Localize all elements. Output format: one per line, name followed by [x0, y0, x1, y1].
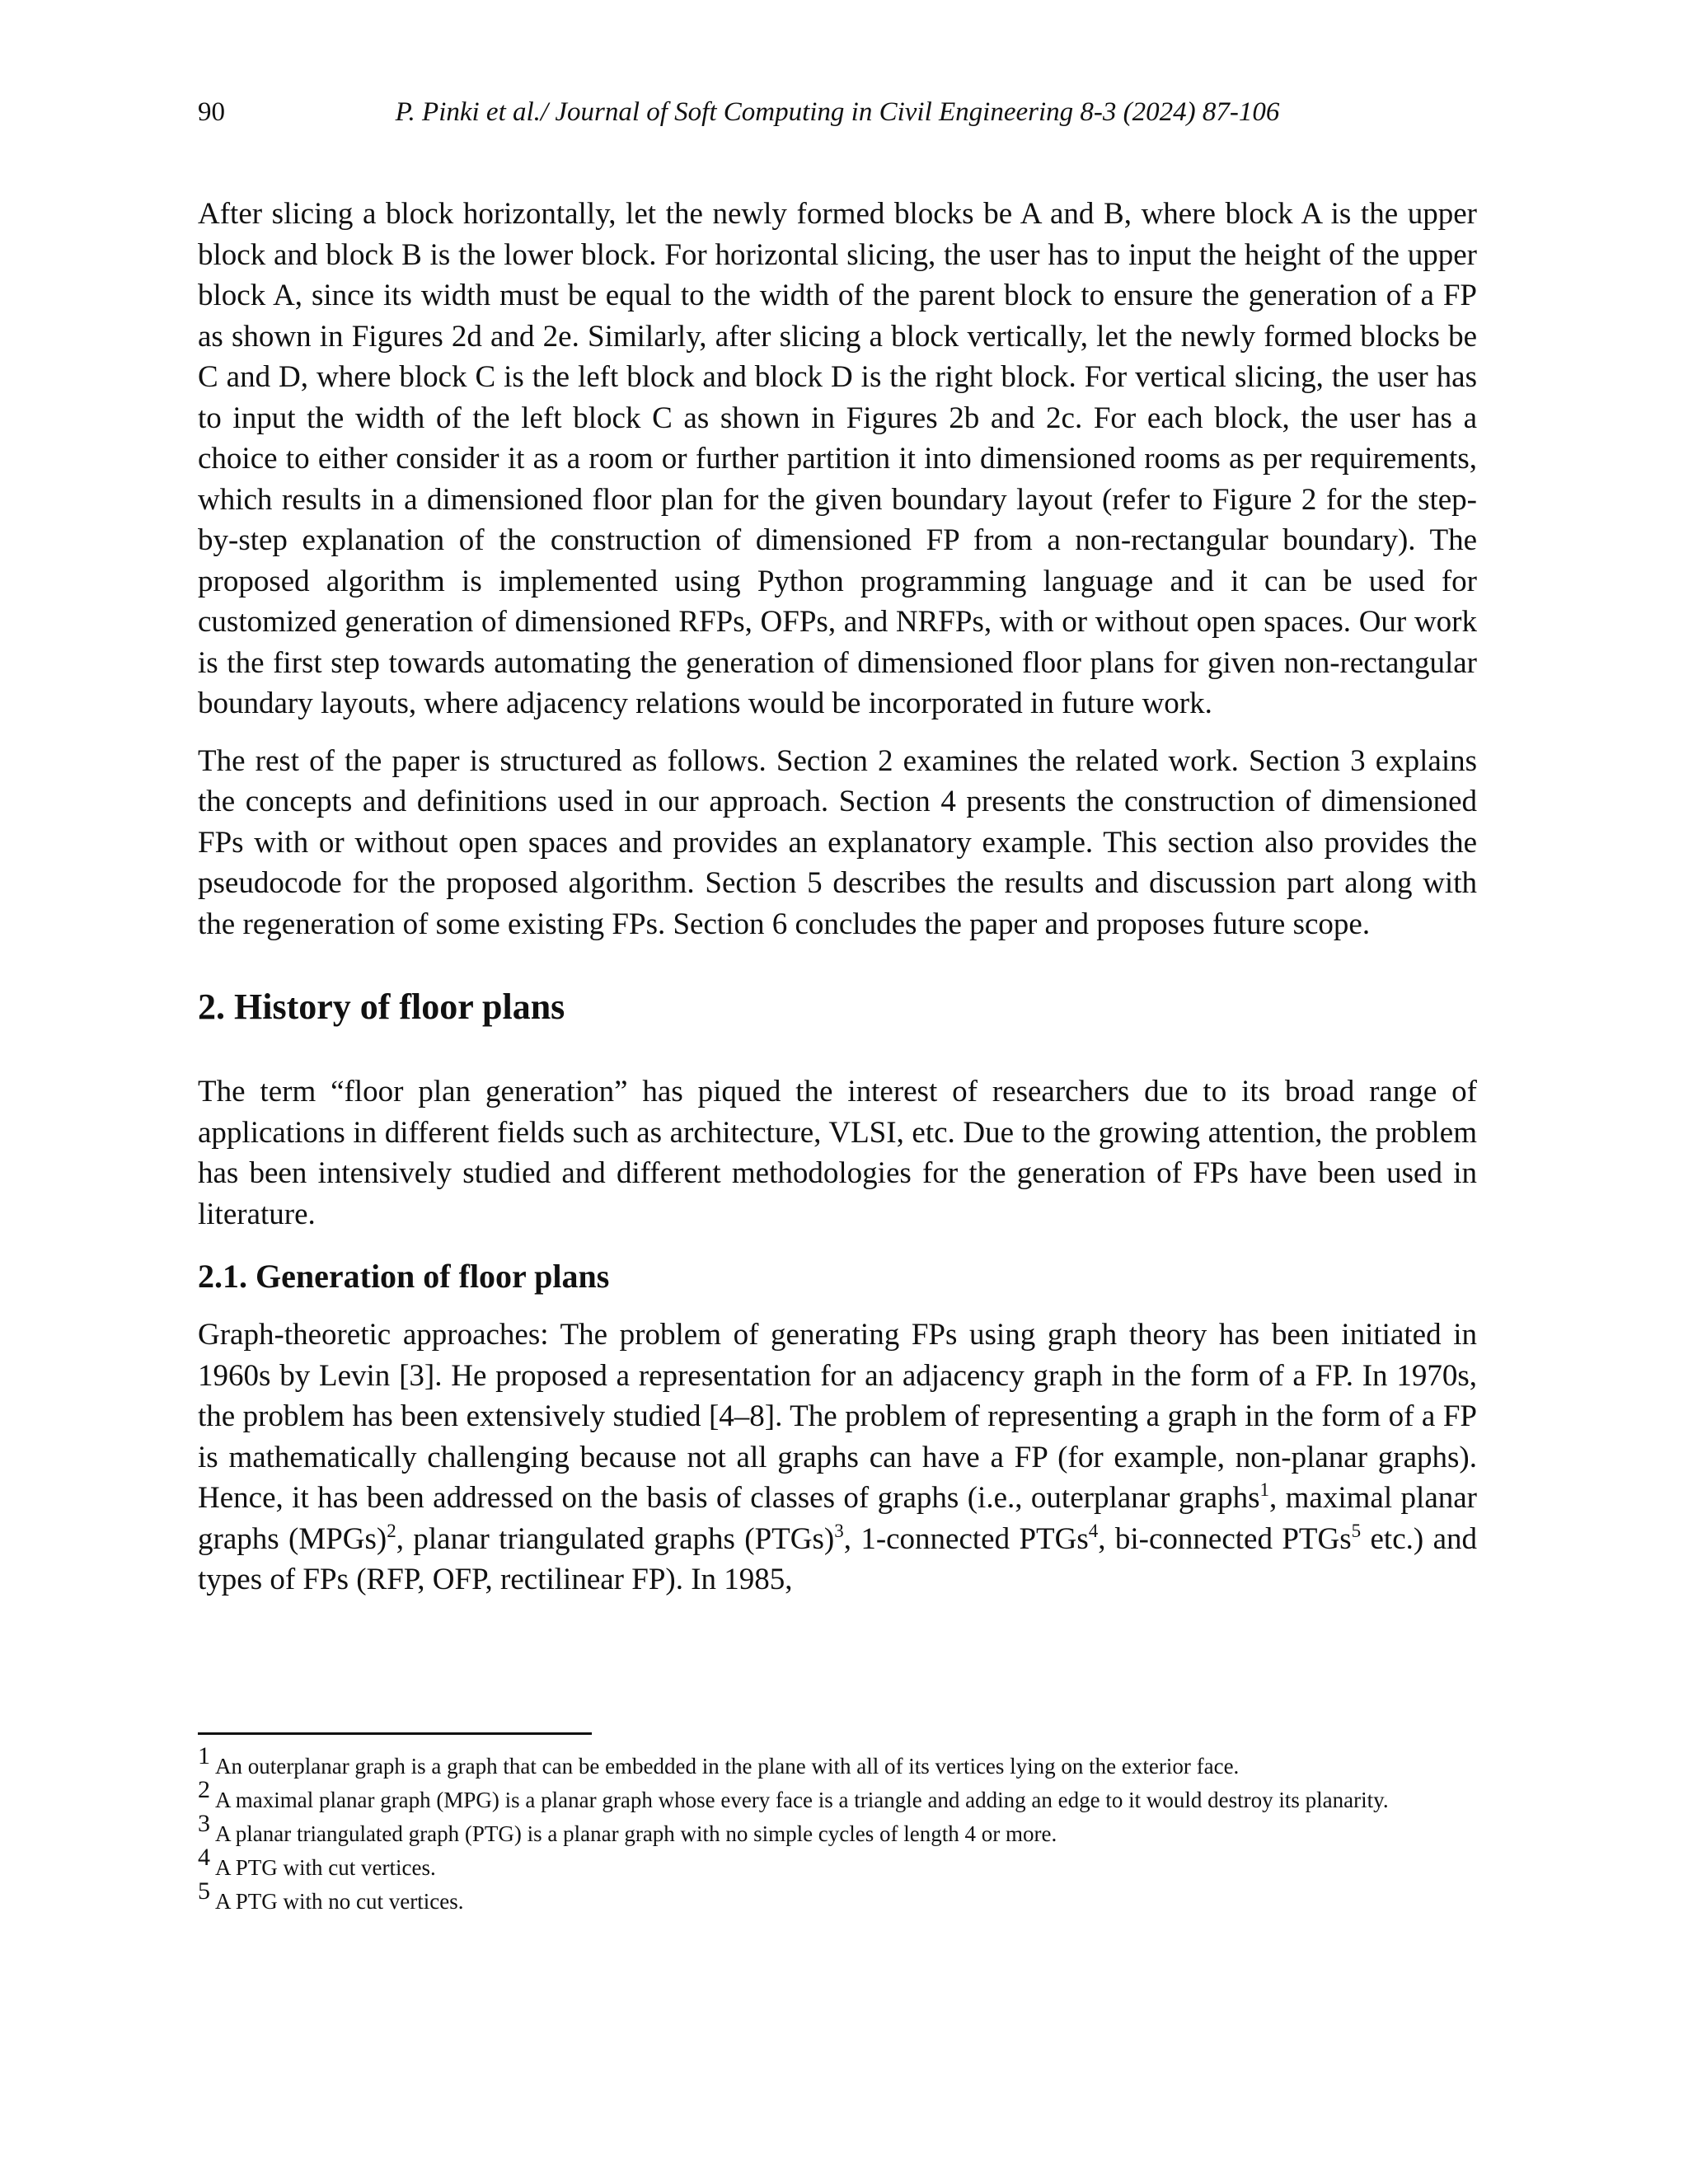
- footnotes: [198, 1742, 1477, 1921]
- footnote-2: [198, 1776, 1477, 1814]
- subsection-2-1-paragraph: [198, 1315, 1477, 1601]
- paragraph-text-b: , maximal planar graphs (MPGs): [198, 1481, 1477, 1556]
- intro-paragraph-2: The rest of the paper is structured as follows. Section 2 examines the related work. Section 3 explains the concepts and definitions used in our approach. Section 4 presents the construction of dimensioned FPs with or without open spaces and provides an explanatory example. This section also provides the pseudocode for the proposed algorithm. Section 5 describes the results and discussion part along with the regeneration of some existing FPs. Section 6 concludes the paper and proposes future scope.: [198, 743, 1477, 941]
- footnote-number: 3: [198, 1810, 210, 1837]
- footnote-ref-3[interactable]: 3: [834, 1520, 844, 1541]
- footnote-ref-5[interactable]: 5: [1351, 1520, 1362, 1541]
- footnote-number: 5: [198, 1877, 210, 1905]
- intro-paragraph-1: After slicing a block horizontally, let the newly formed blocks be A and B, where block A is the upper block and block B is the lower block. For horizontal slicing, the user has to input the height of the upper block A, since its width must be equal to the width of the parent block to ensure the generation of a FP as shown in Figures 2d and 2e. Similarly, after slicing a block vertically, let the newly formed blocks be C and D, where block C is the left block and block D is the right block. For vertical slicing, the user has to input the width of the left block C as shown in Figures 2b and 2c. For each block, the user has a choice to either consider it as a room or further partition it into dimensioned rooms as per requirements, which results in a dimensioned floor plan for the given boundary layout (refer to Figure 2 for the step-by-step explanation of the construction of dimensioned FP from a non-rectangular boundary). The proposed algorithm is implemented using Python programming language and it can be used for customized generation of dimensioned RFPs, OFPs, and NRFPs, with or without open spaces. Our work is the first step towards automating the generation of dimensioned floor plans for given non-rectangular boundary layouts, where adjacency relations would be incorporated in future work.: [198, 197, 1477, 720]
- footnote-ref-1[interactable]: 1: [1259, 1479, 1269, 1500]
- footnote-number: 1: [198, 1742, 210, 1769]
- paragraph-text-a: Graph-theoretic approaches: The problem of generating FPs using graph theory has been initiated in 1960s by Levin [3]. He proposed a representation for an adjacency graph in the form of a FP. In 1970s, the problem has been extensively studied [4–8]. The problem of representing a graph in the form of a FP is mathematically challenging because not all graphs can have a FP (for example, non-planar graphs). Hence, it has been addressed on the basis of classes of graphs (i.e., outerplanar graphs: [198, 1318, 1477, 1515]
- subsection-heading: 2.1. Generation of floor plans: [198, 1258, 610, 1295]
- paragraph-text-f: etc.) and types of FPs (RFP, OFP, rectilinear FP). In 1985,: [198, 1521, 1477, 1596]
- section-heading: 2. History of floor plans: [198, 987, 565, 1027]
- footnote-text: A PTG with no cut vertices.: [215, 1889, 464, 1914]
- paragraph-text-e: , bi-connected PTGs: [1098, 1521, 1352, 1556]
- footnote-text: An outerplanar graph is a graph that can be embedded in the plane with all of its vertices lying on the exterior face.: [215, 1754, 1240, 1779]
- page-number: 90: [198, 97, 225, 127]
- footnote-5: [198, 1877, 1477, 1915]
- footnote-3: [198, 1810, 1477, 1848]
- footnote-4: [198, 1844, 1477, 1882]
- footnote-ref-4[interactable]: 4: [1088, 1520, 1099, 1541]
- footnote-number: 2: [198, 1776, 210, 1803]
- main-content: [198, 194, 1477, 1601]
- paragraph-text-d: , 1-connected PTGs: [843, 1521, 1089, 1556]
- footnote-text: A PTG with cut vertices.: [215, 1855, 436, 1880]
- footnote-divider: [198, 1732, 592, 1735]
- paragraph-text-c: , planar triangulated graphs (PTGs): [396, 1521, 835, 1556]
- section-2-paragraph: The term “floor plan generation” has piqued the interest of researchers due to its broad range of applications in different fields such as architecture, VLSI, etc. Due to the growing attention, the problem has been intensively studied and different methodologies for the generation of FPs have been used in literature.: [198, 1075, 1477, 1231]
- footnote-number: 4: [198, 1844, 210, 1871]
- footnote-text: A planar triangulated graph (PTG) is a planar graph with no simple cycles of length 4 or more.: [215, 1821, 1057, 1846]
- running-header: [198, 97, 1477, 138]
- footnote-ref-2[interactable]: 2: [387, 1520, 396, 1541]
- footnote-text: A maximal planar graph (MPG) is a planar graph whose every face is a triangle and adding an edge to it would destroy its planarity.: [215, 1788, 1389, 1812]
- journal-citation: P. Pinki et al./ Journal of Soft Computing in Civil Engineering 8-3 (2024) 87-106: [395, 97, 1280, 127]
- footnote-1: [198, 1742, 1477, 1780]
